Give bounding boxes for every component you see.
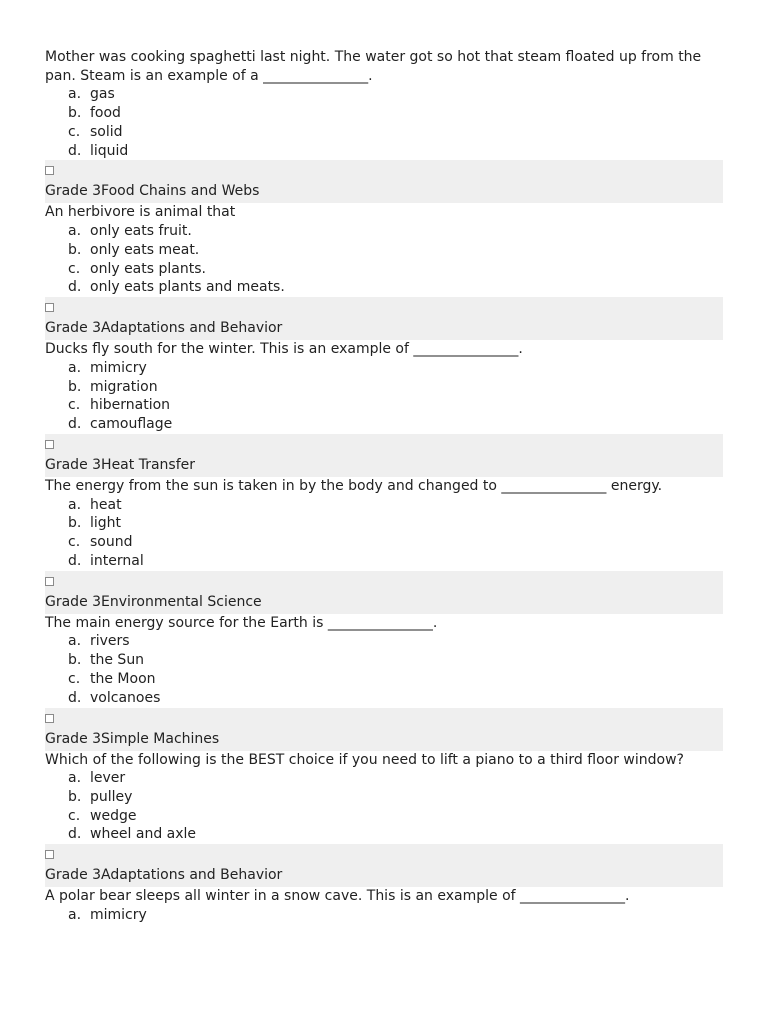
- question-header: [45, 844, 723, 887]
- choice-letter: b.: [68, 788, 82, 805]
- checkbox-row: [45, 708, 723, 729]
- choice-item: [68, 651, 768, 670]
- question-checkbox[interactable]: [45, 303, 54, 312]
- choice-item: [68, 415, 768, 434]
- choice-item: [68, 514, 768, 533]
- choice-list: [0, 632, 768, 707]
- question-topic: Grade 3Adaptations and Behavior: [45, 320, 283, 337]
- question-topic: Grade 3Environmental Science: [45, 593, 262, 610]
- choice-item: [68, 241, 768, 260]
- question-block: [0, 434, 768, 571]
- question-stem: The main energy source for the Earth is _______________.: [45, 614, 438, 631]
- choice-letter: a.: [68, 496, 82, 513]
- question-block: [0, 571, 768, 708]
- choice-letter: d.: [68, 416, 82, 433]
- choice-item: [68, 142, 768, 161]
- question-stem: Mother was cooking spaghetti last night. The water got so hot that steam floated up from the pan. Steam is an example of a _______________.: [45, 49, 706, 84]
- question-topic: Grade 3Heat Transfer: [45, 456, 195, 473]
- choice-text: hibernation: [90, 397, 171, 414]
- checkbox-row: [45, 160, 723, 181]
- question-header: [45, 160, 723, 203]
- choice-letter: c.: [68, 397, 81, 414]
- choice-list: [0, 222, 768, 297]
- question-stem: An herbivore is animal that: [45, 204, 236, 221]
- choice-letter: d.: [68, 279, 82, 296]
- choice-letter: a.: [68, 359, 82, 376]
- choice-item: [68, 378, 768, 397]
- choice-text: light: [90, 515, 122, 532]
- question-header: [45, 434, 723, 477]
- choice-text: solid: [90, 123, 123, 140]
- question-topic: Grade 3Adaptations and Behavior: [45, 867, 283, 884]
- question-checkbox[interactable]: [45, 166, 54, 175]
- choice-letter: a.: [68, 906, 82, 923]
- choice-letter: a.: [68, 86, 82, 103]
- choice-item: [68, 632, 768, 651]
- choice-list: [0, 769, 768, 844]
- choice-letter: b.: [68, 515, 82, 532]
- choice-item: [68, 496, 768, 515]
- choice-letter: d.: [68, 142, 82, 159]
- question-topic: Grade 3Simple Machines: [45, 730, 220, 747]
- question-block: [0, 708, 768, 845]
- question-checkbox[interactable]: [45, 714, 54, 723]
- question-block: [0, 48, 768, 160]
- choice-letter: b.: [68, 104, 82, 121]
- choice-text: heat: [90, 496, 122, 513]
- choice-list: [0, 496, 768, 571]
- question-header: [45, 571, 723, 614]
- question-checkbox[interactable]: [45, 577, 54, 586]
- choice-item: [68, 906, 768, 925]
- choice-item: [68, 222, 768, 241]
- choice-text: internal: [90, 552, 144, 569]
- choice-item: [68, 85, 768, 104]
- choice-item: [68, 104, 768, 123]
- question-checkbox[interactable]: [45, 440, 54, 449]
- choice-text: only eats plants and meats.: [90, 279, 285, 296]
- choice-item: [68, 769, 768, 788]
- choice-text: pulley: [90, 788, 133, 805]
- choice-item: [68, 396, 768, 415]
- question-stem: A polar bear sleeps all winter in a snow cave. This is an example of _______________.: [45, 888, 630, 905]
- choice-item: [68, 689, 768, 708]
- choice-item: [68, 552, 768, 571]
- choice-letter: a.: [68, 770, 82, 787]
- choice-text: only eats meat.: [90, 241, 200, 258]
- choice-item: [68, 670, 768, 689]
- checkbox-row: [45, 434, 723, 455]
- choice-item: [68, 788, 768, 807]
- choice-item: [68, 260, 768, 279]
- question-topic: Grade 3Food Chains and Webs: [45, 183, 260, 200]
- choice-text: the Sun: [90, 652, 145, 669]
- choice-letter: c.: [68, 260, 81, 277]
- checkbox-row: [45, 297, 723, 318]
- question-block: [0, 297, 768, 434]
- choice-letter: c.: [68, 123, 81, 140]
- choice-list: [0, 85, 768, 160]
- choice-text: wedge: [90, 807, 137, 824]
- choice-letter: d.: [68, 826, 82, 843]
- choice-item: [68, 123, 768, 142]
- choice-text: lever: [90, 770, 126, 787]
- question-stem: Which of the following is the BEST choice if you need to lift a piano to a third floor window?: [45, 751, 684, 768]
- choice-text: food: [90, 104, 121, 121]
- choice-letter: a.: [68, 222, 82, 239]
- choice-text: liquid: [90, 142, 129, 159]
- choice-letter: d.: [68, 689, 82, 706]
- choice-letter: b.: [68, 652, 82, 669]
- question-block: [0, 844, 768, 924]
- choice-letter: b.: [68, 378, 82, 395]
- question-block: [0, 160, 768, 297]
- checkbox-row: [45, 571, 723, 592]
- choice-text: wheel and axle: [90, 826, 197, 843]
- choice-letter: c.: [68, 670, 81, 687]
- choice-list: [0, 359, 768, 434]
- choice-letter: c.: [68, 807, 81, 824]
- choice-item: [68, 359, 768, 378]
- choice-text: volcanoes: [90, 689, 161, 706]
- choice-text: migration: [90, 378, 158, 395]
- choice-item: [68, 825, 768, 844]
- choice-text: mimicry: [90, 359, 147, 376]
- choice-letter: c.: [68, 534, 81, 551]
- choice-letter: a.: [68, 633, 82, 650]
- choice-text: sound: [90, 534, 133, 551]
- choice-text: rivers: [90, 633, 130, 650]
- choice-item: [68, 278, 768, 297]
- choice-item: [68, 807, 768, 826]
- choice-text: gas: [90, 86, 115, 103]
- choice-text: only eats fruit.: [90, 222, 192, 239]
- question-header: [45, 708, 723, 751]
- question-stem: The energy from the sun is taken in by the body and changed to _______________ energy.: [45, 477, 663, 494]
- choice-text: mimicry: [90, 906, 147, 923]
- choice-text: the Moon: [90, 670, 156, 687]
- choice-list: [0, 906, 768, 925]
- checkbox-row: [45, 844, 723, 865]
- choice-text: camouflage: [90, 416, 173, 433]
- question-header: [45, 297, 723, 340]
- choice-letter: b.: [68, 241, 82, 258]
- choice-text: only eats plants.: [90, 260, 206, 277]
- choice-letter: d.: [68, 552, 82, 569]
- question-stem: Ducks fly south for the winter. This is an example of _______________.: [45, 341, 523, 358]
- choice-item: [68, 533, 768, 552]
- question-checkbox[interactable]: [45, 850, 54, 859]
